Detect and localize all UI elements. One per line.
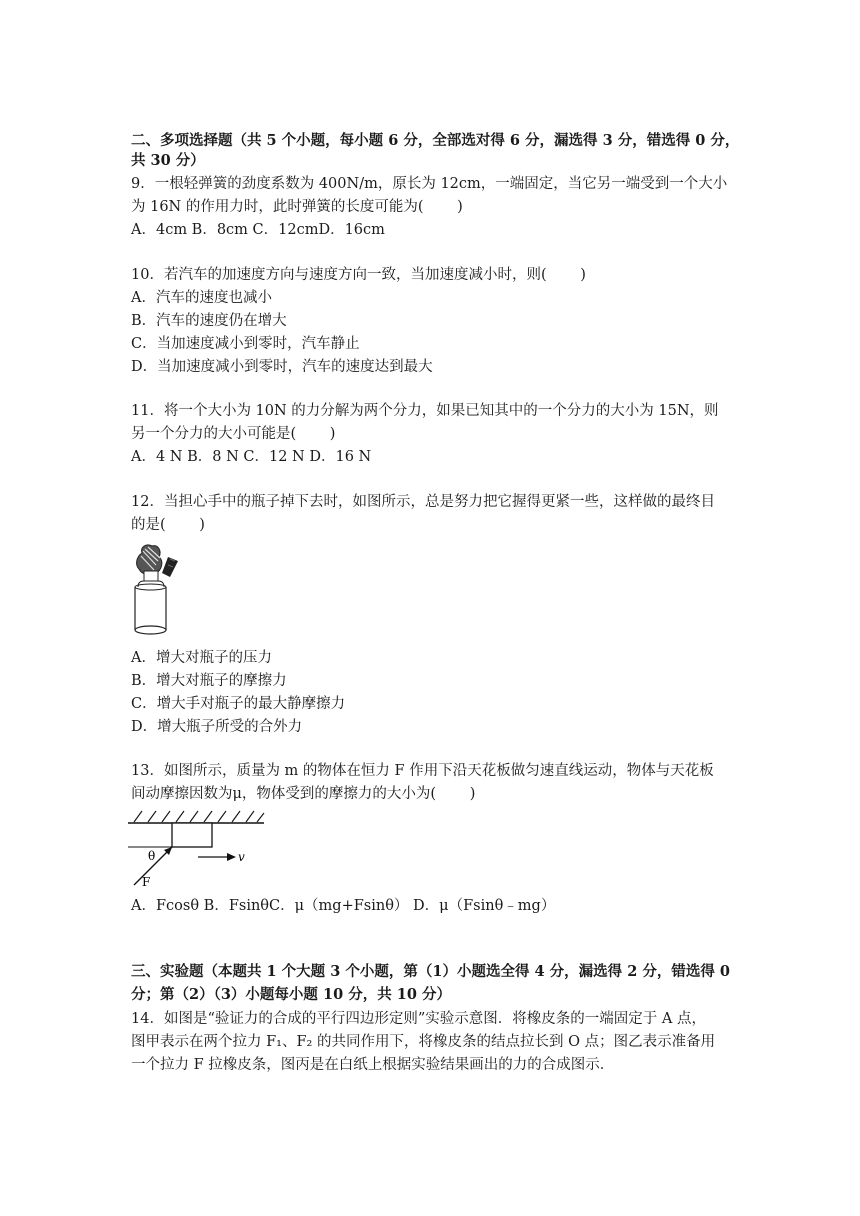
section3-title-line2: 分；第（2）（3）小题每小题 10 分，共 10 分） xyxy=(131,986,451,1003)
force-label: F xyxy=(142,875,151,889)
q14-stem-line1: 14．如图是“验证力的合成的平行四边形定则”实验示意图．将橡皮条的一端固定于 A 点， xyxy=(131,1011,706,1027)
q12-stem-line1: 12．当担心手中的瓶子掉下去时，如图所示，总是努力把它握得更紧一些，这样做的最终目 xyxy=(131,494,715,510)
q11-options: A．4 N B．8 N C．12 N D．16 N xyxy=(131,449,372,465)
q9-stem-line2: 为 16N 的作用力时，此时弹簧的长度可能为( ) xyxy=(131,199,463,215)
q10-option-b: B．汽车的速度仍在增大 xyxy=(131,313,287,329)
q10-option-d: D．当加速度减小到零时，汽车的速度达到最大 xyxy=(131,359,433,375)
q11-stem-line1: 11．将一个大小为 10N 的力分解为两个分力，如果已知其中的一个分力的大小为 15N，则 xyxy=(131,403,719,419)
q12-stem-line2: 的是( ) xyxy=(131,517,205,533)
velocity-label: v xyxy=(238,850,245,864)
q10-option-c: C．当加速度减小到零时，汽车静止 xyxy=(131,336,360,352)
q12-option-c: C．增大手对瓶子的最大静摩擦力 xyxy=(131,696,346,712)
section2-title-line2: 共 30 分） xyxy=(131,152,205,169)
q12-option-b: B．增大对瓶子的摩擦力 xyxy=(131,673,287,689)
q12-option-d: D．增大瓶子所受的合外力 xyxy=(131,719,303,735)
section2-title-line1: 二、多项选择题（共 5 个小题，每小题 6 分，全部选对得 6 分，漏选得 3 分，错选得 0 分， xyxy=(131,132,740,149)
ceiling-hatch xyxy=(134,811,264,822)
q11-stem-line2: 另一个分力的大小可能是( ) xyxy=(131,426,336,442)
section3-title-line1: 三、实验题（本题共 1 个大题 3 个小题，第（1）小题选全得 4 分，漏选得 2 分，错选得 0 xyxy=(131,963,730,980)
q10-option-a: A．汽车的速度也减小 xyxy=(131,290,272,306)
q13-stem-line1: 13．如图所示，质量为 m 的物体在恒力 F 作用下沿天花板做匀速直线运动，物体与天花板 xyxy=(131,763,714,779)
theta-label: θ xyxy=(148,849,156,863)
q13-options: A．Fcosθ B．FsinθC．μ（mg+Fsinθ） D．μ（Fsinθ﹣mg） xyxy=(131,898,556,914)
q9-options: A．4cm B．8cm C．12cmD．16cm xyxy=(131,222,385,238)
q9-stem-line1: 9．一根轻弹簧的劲度系数为 400N/m，原长为 12cm，一端固定，当它另一端受到一个大小 xyxy=(131,176,728,192)
q13-stem-line2: 间动摩擦因数为μ，物体受到的摩擦力的大小为( ) xyxy=(131,786,476,802)
q14-stem-line2: 图甲表示在两个拉力 F₁、F₂ 的共同作用下，将橡皮条的结点拉长到 O 点；图乙表示准备用 xyxy=(131,1034,716,1050)
block xyxy=(172,823,212,847)
q10-stem: 10．若汽车的加速度方向与速度方向一致，当加速度减小时，则( ) xyxy=(131,267,586,283)
q12-option-a: A．增大对瓶子的压力 xyxy=(131,650,272,666)
hand-gripping-bottle-figure xyxy=(128,543,188,639)
q14-stem-line3: 一个拉力 F 拉橡皮条，图丙是在白纸上根据实验结果画出的力的合成图示． xyxy=(131,1057,615,1073)
ceiling-block-force-figure xyxy=(126,807,268,891)
